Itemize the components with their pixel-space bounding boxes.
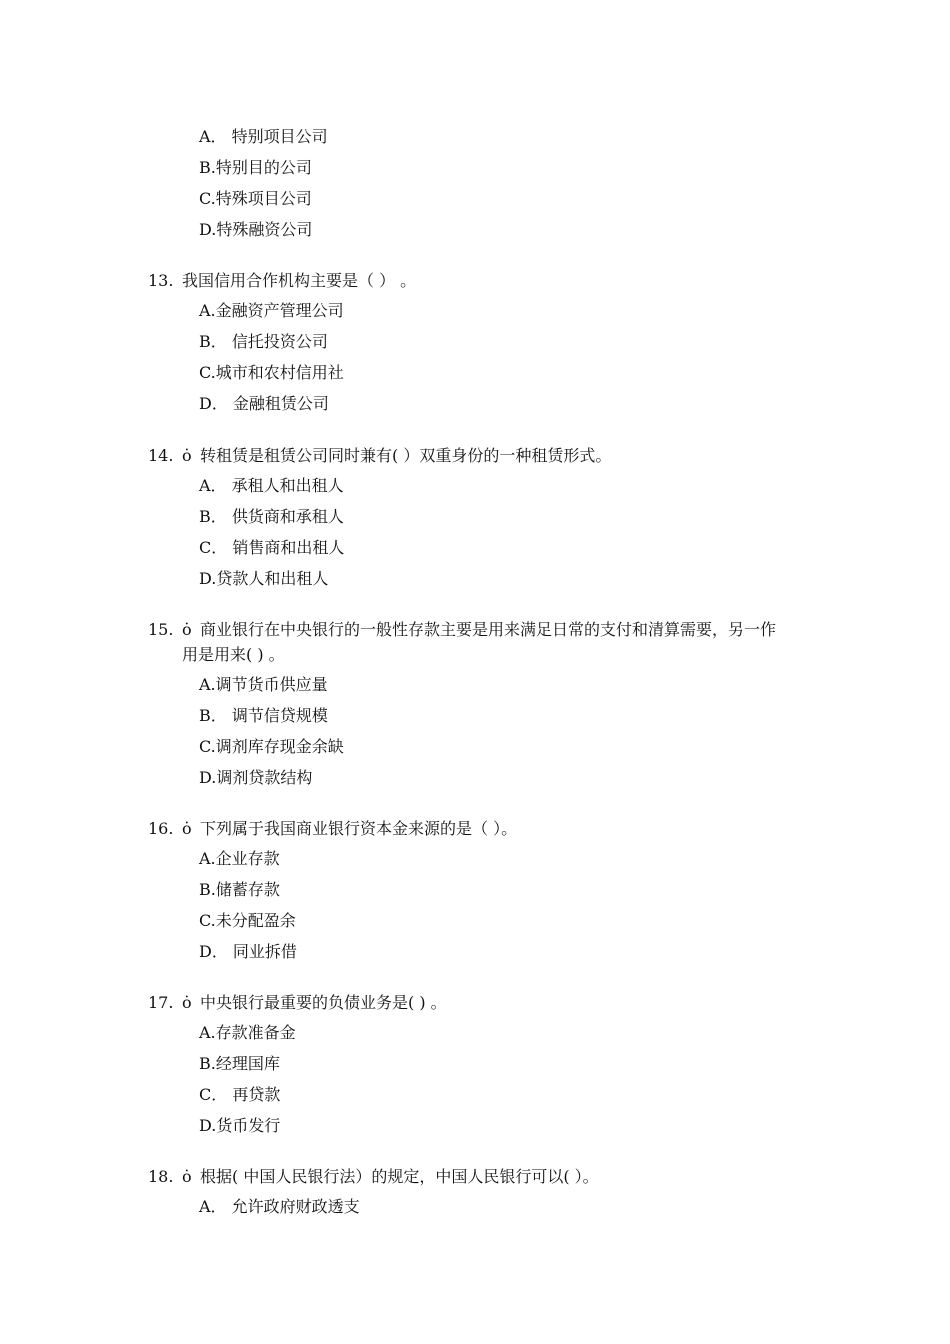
question-text: 中央银行最重要的负债业务是( ) 。 [200,993,447,1012]
q15-option-c: C.调剂库存现金余缺 [199,737,344,756]
bullet-glyph: ȯ [182,446,192,465]
bullet-glyph: ȯ [182,993,192,1012]
bullet-glyph: ȯ [182,1167,192,1186]
question-18 [148,1167,599,1187]
question-text: 下列属于我国商业银行资本金来源的是（ ）。 [200,819,518,838]
question-17 [148,993,447,1013]
q12-option-a: A． 特别项目公司 [199,127,328,146]
question-number: 13. [148,271,174,290]
q13-option-b: B． 信托投资公司 [199,332,328,351]
q14-option-b: B． 供货商和承租人 [199,507,344,526]
bullet-glyph: ȯ [182,620,192,639]
q15-option-b: B． 调节信贷规模 [199,706,328,725]
q15-option-a: A.调节货币供应量 [199,675,328,694]
question-14 [148,446,611,466]
bullet-glyph: ȯ [182,819,192,838]
q13-option-d: D． 金融租赁公司 [199,394,329,413]
q15-option-d: D.调剂贷款结构 [199,768,313,787]
q12-option-b: B.特别目的公司 [199,158,312,177]
question-text: 根据( 中国人民银行法）的规定，中国人民银行可以( ）。 [200,1167,599,1186]
question-number: 15. [148,620,174,639]
question-text: 我国信用合作机构主要是（ ） 。 [182,271,417,290]
question-number: 14. [148,446,174,465]
question-15 [148,620,776,640]
question-13 [148,271,416,291]
q14-option-d: D.贷款人和出租人 [199,569,329,588]
question-number: 18. [148,1167,174,1186]
q17-option-b: B.经理国库 [199,1054,280,1073]
q18-option-a: A． 允许政府财政透支 [199,1197,360,1216]
question-16 [148,819,517,839]
q16-option-d: D． 同业拆借 [199,942,297,961]
q16-option-c: C.未分配盈余 [199,911,296,930]
q17-option-d: D.货币发行 [199,1116,281,1135]
q16-option-b: B.储蓄存款 [199,880,280,899]
q14-option-a: A． 承租人和出租人 [199,476,344,495]
question-number: 17. [148,993,174,1012]
question-text: 转租赁是租赁公司同时兼有( ）双重身份的一种租赁形式。 [200,446,612,465]
q13-option-c: C.城市和农村信用社 [199,363,344,382]
q14-option-c: C． 销售商和出租人 [199,538,345,557]
q16-option-a: A.企业存款 [199,849,280,868]
q17-option-a: A.存款准备金 [199,1023,296,1042]
q17-option-c: C． 再贷款 [199,1085,281,1104]
question-text-line1: 商业银行在中央银行的一般性存款主要是用来满足日常的支付和清算需要，另一作 [200,620,777,639]
q12-option-c: C.特殊项目公司 [199,189,312,208]
q13-option-a: A.金融资产管理公司 [199,301,344,320]
question-number: 16. [148,819,174,838]
question-15-line2: 用是用来( ) 。 [182,645,285,664]
q12-option-d: D.特殊融资公司 [199,220,313,239]
